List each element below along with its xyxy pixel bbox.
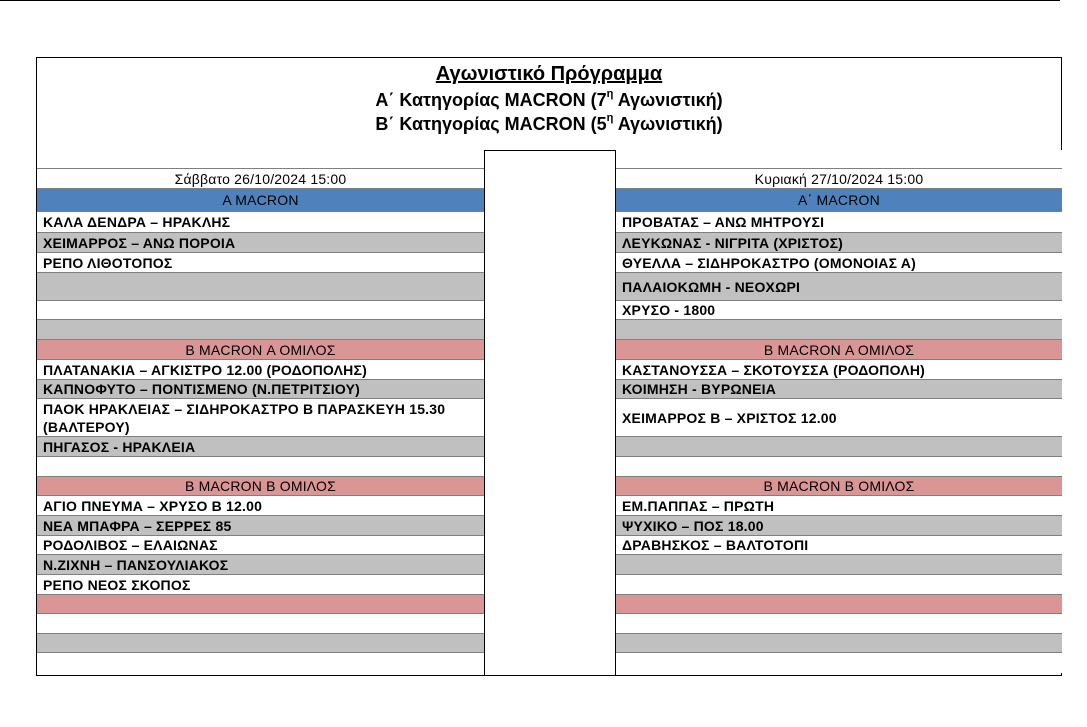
match-row: ΧΕΙΜΑΡΡΟΣ Β – ΧΡΙΣΤΟΣ 12.00 xyxy=(616,399,1062,437)
category-b-text: Β΄ Κατηγορίας MACRON (5 xyxy=(375,114,607,134)
match-row xyxy=(616,457,1062,477)
match-row: ΕΜ.ΠΑΠΠΑΣ – ΠΡΩΤΗ xyxy=(616,496,1062,516)
match-row: ΡΟΔΟΛΙΒΟΣ – ΕΛΑΙΩΝΑΣ xyxy=(37,536,484,555)
match-row: ΛΕΥΚΩΝΑΣ - ΝΙΓΡΙΤΑ (ΧΡΙΣΤΟΣ) xyxy=(616,233,1062,253)
spacer-row xyxy=(37,150,484,169)
match-row: ΡΕΠΟ ΛΙΘΟΤΟΠΟΣ xyxy=(37,253,484,273)
match-row xyxy=(616,437,1062,457)
match-row xyxy=(37,595,484,614)
schedule-header xyxy=(37,58,1061,151)
section-label: Β MACRON Β ΟΜΙΛΟΣ xyxy=(763,478,915,494)
section-header-b-b xyxy=(616,477,1062,496)
match-row xyxy=(616,320,1062,340)
section-label: Β MACRON Β ΟΜΙΛΟΣ xyxy=(184,478,336,494)
match-row: ΚΟΙΜΗΣΗ - ΒΥΡΩΝΕΙΑ xyxy=(616,380,1062,399)
category-a-text: Α΄ Κατηγορίας MACRON (7 xyxy=(375,90,607,110)
match-row: Ν.ΖΙΧΝΗ – ΠΑΝΣΟΥΛΙΑΚΟΣ xyxy=(37,555,484,575)
match-row xyxy=(616,634,1062,653)
match-row xyxy=(616,653,1062,673)
category-b-end: Αγωνιστική) xyxy=(613,114,723,134)
match-row: ΨΥΧΙΚΟ – ΠΟΣ 18.00 xyxy=(616,516,1062,536)
category-b-sup: η xyxy=(606,112,614,124)
match-row: ΧΡΥΣΟ - 1800 xyxy=(616,301,1062,320)
match-row: ΚΑΣΤΑΝΟΥΣΣΑ – ΣΚΟΤΟΥΣΣΑ (ΡΟΔΟΠΟΛΗ) xyxy=(616,360,1062,380)
category-a-line xyxy=(37,89,1061,111)
date-row xyxy=(616,169,1062,189)
sunday-column xyxy=(616,150,1062,673)
category-a-end: Αγωνιστική) xyxy=(613,90,723,110)
category-a-sup: η xyxy=(606,88,614,100)
section-label: Α΄ MACRON xyxy=(798,192,880,208)
match-row xyxy=(37,457,484,477)
section-label: Β MACRON Α ΟΜΙΛΟΣ xyxy=(185,341,336,358)
date-label: Κυριακή 27/10/2024 15:00 xyxy=(754,170,924,187)
saturday-column xyxy=(37,150,484,673)
match-row xyxy=(37,653,484,673)
date-label: Σάββατο 26/10/2024 15:00 xyxy=(174,170,347,187)
match-row: ΠΑΛΑΙΟΚΩΜΗ - ΝΕΟΧΩΡΙ xyxy=(616,273,1062,301)
match-row: ΝΕΑ ΜΠΑΦΡΑ – ΣΕΡΡΕΣ 85 xyxy=(37,516,484,536)
schedule-table xyxy=(36,57,1062,676)
section-label: Α MACRON xyxy=(222,192,299,208)
match-row: ΠΑΟΚ ΗΡΑΚΛΕΙΑΣ – ΣΙΔΗΡΟΚΑΣΤΡΟ Β ΠΑΡΑΣΚΕΥΗ 15.30 (ΒΑΛΤΕΡΟΥ) xyxy=(37,399,484,437)
match-row xyxy=(616,555,1062,575)
section-header-a xyxy=(616,189,1062,212)
match-row xyxy=(37,634,484,653)
match-row xyxy=(616,614,1062,634)
page-title: Αγωνιστικό Πρόγραμμα xyxy=(435,63,663,85)
gap-column xyxy=(484,150,616,676)
match-row: ΠΛΑΤΑΝΑΚΙΑ – ΑΓΚΙΣΤΡΟ 12.00 (ΡΟΔΟΠΟΛΗΣ) xyxy=(37,360,484,380)
match-row xyxy=(616,575,1062,595)
category-b-line xyxy=(37,113,1061,135)
match-row: ΚΑΠΝΟΦΥΤΟ – ΠΟΝΤΙΣΜΕΝΟ (Ν.ΠΕΤΡΙΤΣΙΟΥ) xyxy=(37,380,484,399)
match-row: ΚΑΛΑ ΔΕΝΔΡΑ – ΗΡΑΚΛΗΣ xyxy=(37,212,484,233)
match-row: ΡΕΠΟ ΝΕΟΣ ΣΚΟΠΟΣ xyxy=(37,575,484,595)
match-row xyxy=(37,301,484,320)
match-row: ΑΓΙΟ ΠΝΕΥΜΑ – ΧΡΥΣΟ Β 12.00 xyxy=(37,496,484,516)
spacer-row xyxy=(616,150,1062,169)
match-row: ΧΕΙΜΑΡΡΟΣ – ΑΝΩ ΠΟΡΟΙΑ xyxy=(37,233,484,253)
match-row xyxy=(616,595,1062,614)
match-row xyxy=(37,273,484,301)
section-header-a xyxy=(37,189,484,212)
section-header-b-a xyxy=(37,340,484,360)
match-row: ΘΥΕΛΛΑ – ΣΙΔΗΡΟΚΑΣΤΡΟ (ΟΜΟΝΟΙΑΣ Α) xyxy=(616,253,1062,273)
date-row xyxy=(37,169,484,189)
top-rule xyxy=(0,0,1060,1)
section-label: Β MACRON Α ΟΜΙΛΟΣ xyxy=(763,341,915,358)
match-row xyxy=(37,320,484,340)
match-row: ΠΗΓΑΣΟΣ - ΗΡΑΚΛΕΙΑ xyxy=(37,437,484,457)
match-row: ΠΡΟΒΑΤΑΣ – ΑΝΩ ΜΗΤΡΟΥΣΙ xyxy=(616,212,1062,233)
section-header-b-b xyxy=(37,477,484,496)
section-header-b-a xyxy=(616,340,1062,360)
match-row: ΔΡΑΒΗΣΚΟΣ – ΒΑΛΤΟΤΟΠΙ xyxy=(616,536,1062,555)
match-row xyxy=(37,614,484,634)
